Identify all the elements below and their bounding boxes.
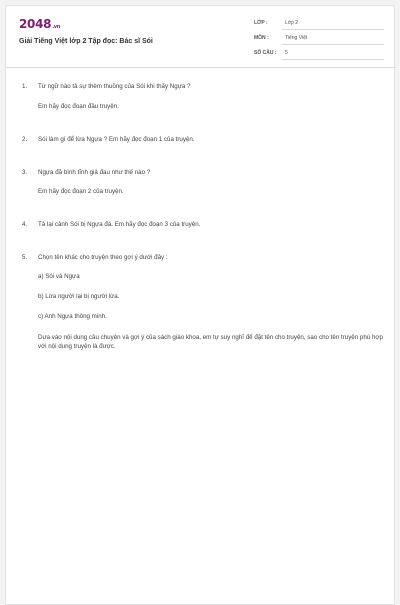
question-number: 3. [22, 169, 28, 176]
question-text: Ngựa đã bình tĩnh giả đau như thế nào ? [38, 169, 151, 176]
meta-class-label: LỚP : [254, 20, 268, 26]
question-number: 5. [22, 254, 28, 261]
logo-text: 2048 [19, 17, 52, 31]
meta-count-label: SỐ CÂU : [254, 50, 277, 56]
question-text: Từ ngữ nào tả sự thèm thuồng của Sói khi thấy Ngựa ? [38, 83, 191, 90]
question-3-hint: Em hãy đọc đoạn 2 của truyện. [38, 188, 124, 195]
meta-subject-value: Tiếng Việt [285, 35, 308, 41]
meta-count [254, 48, 384, 60]
document-header [6, 6, 396, 68]
logo-suffix: .vn [52, 24, 61, 30]
question-number: 4. [22, 221, 28, 228]
question-5-hint: Dựa vào nội dung câu chuyện và gợi ý của sách giáo khoa, em tự suy nghĩ để đặt tên cho truyện, sao cho tên truyện phù hợp với nội dung truyện là được. [38, 334, 383, 350]
option-a: a) Sói và Ngựa [38, 273, 80, 280]
question-number: 1. [22, 83, 28, 90]
question-text: Sói làm gì để lừa Ngựa ? Em hãy đọc đoạn 1 của truyện. [38, 136, 195, 143]
question-number: 2. [22, 136, 28, 143]
document-page [5, 5, 395, 605]
option-b: b) Lừa người lại bị người lừa. [38, 293, 120, 300]
meta-divider [282, 44, 384, 45]
page-title: Giải Tiếng Việt lớp 2 Tập đọc: Bác sĩ Sói [19, 38, 153, 45]
meta-count-value: 5 [285, 50, 288, 56]
question-1-hint: Em hãy đọc đoạn đầu truyện. [38, 103, 119, 110]
meta-divider [282, 29, 384, 30]
meta-class [254, 18, 384, 30]
site-logo[interactable] [19, 17, 60, 31]
meta-subject [254, 33, 384, 45]
meta-divider [282, 59, 384, 60]
option-c: c) Anh Ngựa thông minh. [38, 313, 107, 320]
meta-class-value: Lớp 2 [285, 20, 299, 26]
question-text: Tả lại cảnh Sói bị Ngựa đá. Em hãy đọc đoạn 3 của truyện. [38, 221, 201, 228]
meta-subject-label: MÔN : [254, 35, 269, 41]
question-text: Chọn tên khác cho truyện theo gợi ý dưới đây : [38, 254, 168, 261]
